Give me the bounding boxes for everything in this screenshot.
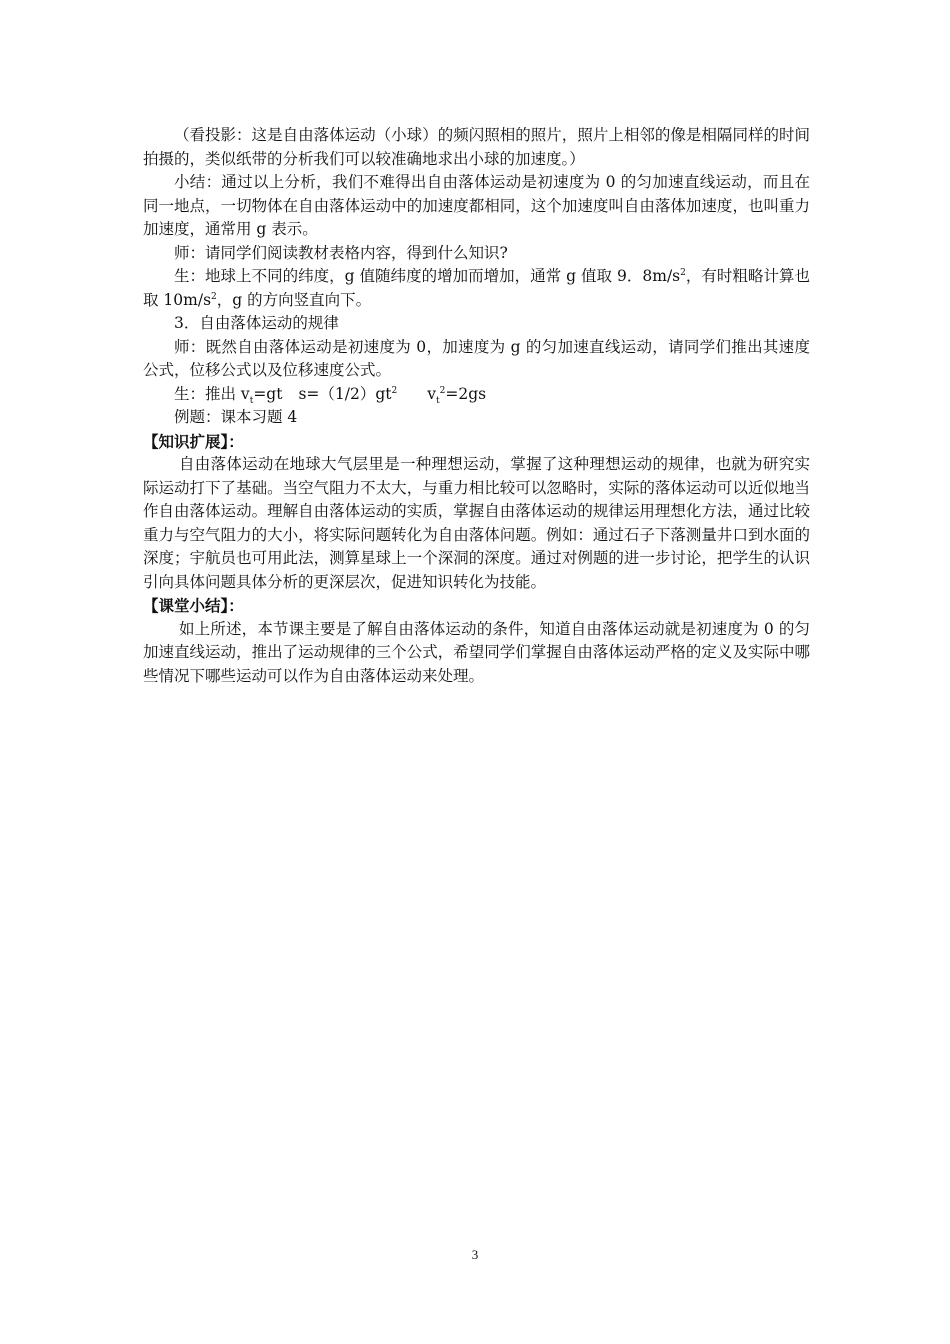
class-summary-heading: 【课堂小结】： xyxy=(143,596,244,615)
velocity-displacement-formula-rest: =2gs xyxy=(445,384,487,403)
student-answer-text-3: ，g 的方向竖直向下。 xyxy=(216,290,372,309)
knowledge-extension-paragraph: 自由落体运动在地球大气层里是一种理想运动，掌握了这种理想运动的规律，也就为研究实际运动打下了基础。当空气阻力不太大，与重力相比较可以忽略时，实际的落体运动可以近似地当作自由落体运动。理解自由落体运动的实质，掌握自由落体运动的规律运用理想化方法，通过比较重力与空气阻力的大小，将实际问题转化为自由落体问题。例如：通过石子下落测量井口到水面的深度；宇航员也可用此法，测算星球上一个深洞的深度。通过对例题的进一步讨论，把学生的认识引向具体问题具体分析的更深层次，促进知识转化为技能。 xyxy=(143,455,810,591)
subscript: t xyxy=(436,395,440,406)
student-answer-paragraph xyxy=(143,265,810,312)
superscript: 2 xyxy=(211,291,217,302)
teacher-question-paragraph: 师：请同学们阅读教材表格内容，得到什么知识? xyxy=(174,243,508,262)
projection-note-paragraph: （看投影：这是自由落体运动（小球）的频闪照相的照片，照片上相邻的像是相隔同样的时间拍摄的，类似纸带的分析我们可以较准确地求出小球的加速度。） xyxy=(143,126,810,168)
teacher-derivation-paragraph: 师：既然自由落体运动是初速度为 0，加速度为 g 的匀加速直线运动，请同学们推出其速度公式，位移公式以及位移速度公式。 xyxy=(143,337,810,379)
velocity-formula: =gt xyxy=(253,384,283,403)
page-number: 3 xyxy=(471,1247,479,1262)
superscript: 2 xyxy=(680,267,686,278)
superscript: 2 xyxy=(439,385,446,396)
example-line: 例题：课本习题 4 xyxy=(174,408,298,426)
velocity-displacement-formula-v: v xyxy=(427,384,436,403)
formula-intro: 生：推出 v xyxy=(174,384,250,403)
summary-paragraph: 小结：通过以上分析，我们不难得出自由落体运动是初速度为 0 的匀加速直线运动，而且在同一地点，一切物体在自由落体运动中的加速度都相同，这个加速度叫自由落体加速度，也叫重力加速度，通常用 g 表示。 xyxy=(143,173,810,238)
displacement-formula: s=（1/2）gt xyxy=(298,384,392,403)
class-summary-paragraph: 如上所述，本节课主要是了解自由落体运动的条件，知道自由落体运动就是初速度为 0 的匀加速直线运动，推出了运动规律的三个公式，希望同学们掌握自由落体运动严格的定义及实际中哪些情况下哪些运动可以作为自由落体运动来处理。 xyxy=(143,619,810,685)
section-title-laws: 3．自由落体运动的规律 xyxy=(174,314,339,332)
student-answer-text-1: 生：地球上不同的纬度，g 值随纬度的增加而增加，通常 g 值取 9．8m/s xyxy=(174,267,681,285)
superscript: 2 xyxy=(391,385,398,396)
student-answer-text-2: ，有时粗略计算也取 10m/s xyxy=(143,267,810,309)
document-body xyxy=(143,124,810,688)
subscript: t xyxy=(249,395,254,406)
knowledge-extension-heading: 【知识扩展】： xyxy=(143,431,244,451)
formula-line xyxy=(143,383,810,407)
